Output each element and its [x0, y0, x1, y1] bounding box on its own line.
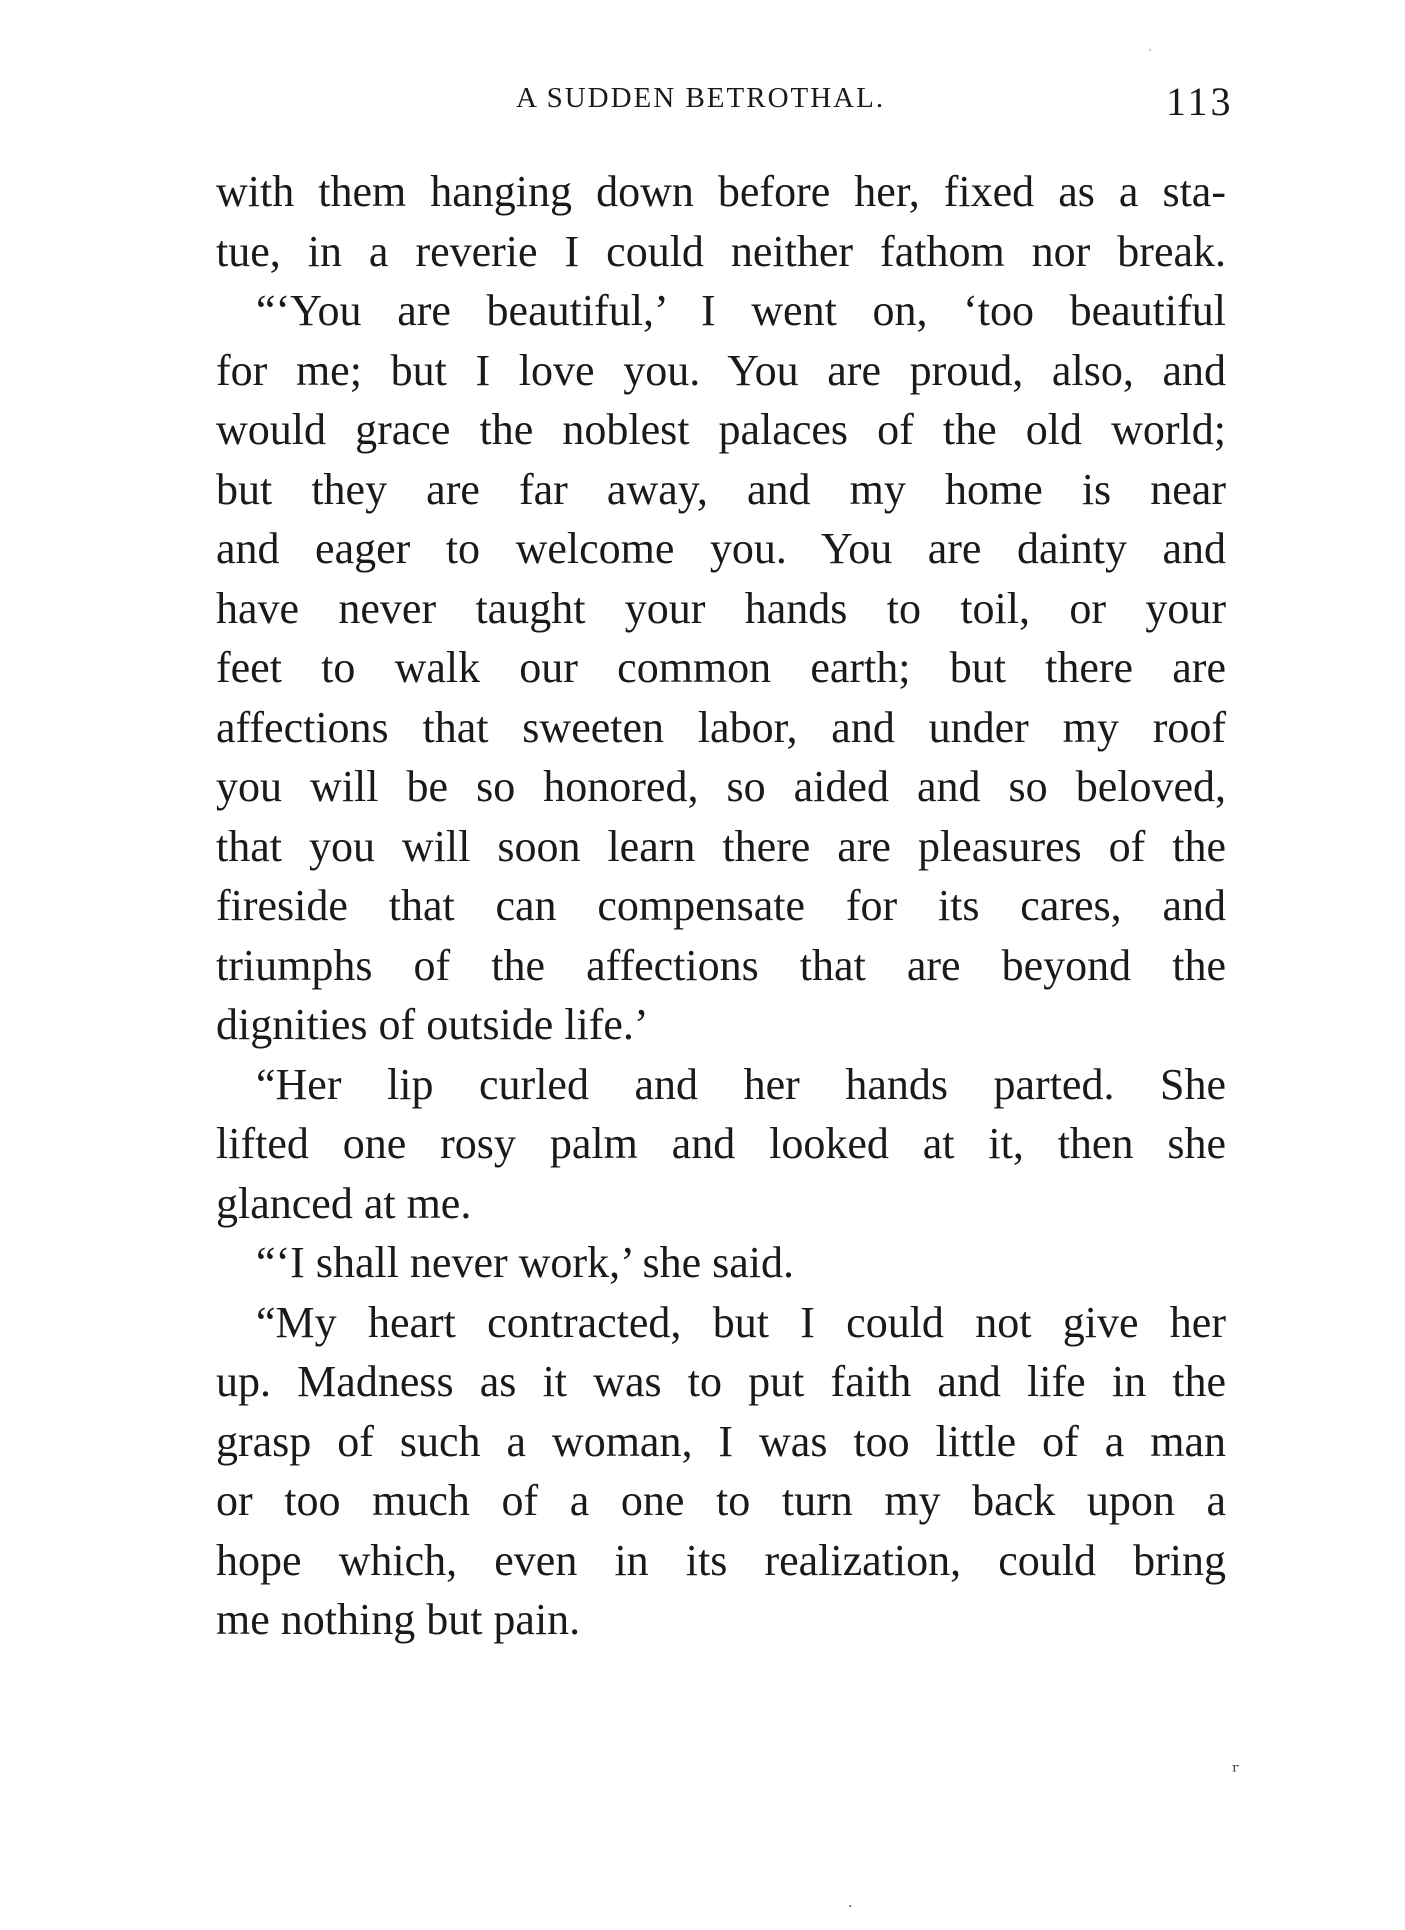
- ink-speck: ·: [848, 1899, 853, 1915]
- ink-mark: ʳ: [1232, 1760, 1240, 1785]
- paragraph-start-line: “‘You are beautiful,’ I went on, ‘too beautiful: [256, 286, 1226, 335]
- text-line: would grace the noblest palaces of the old world;: [216, 405, 1226, 454]
- text-line: affections that sweeten labor, and under my roof: [216, 702, 1226, 752]
- paragraph-line: “‘I shall never work,’ she said.: [256, 1238, 794, 1287]
- paragraph-end-line: glanced at me.: [216, 1178, 472, 1228]
- paragraph-end-line: dignities of outside life.’: [216, 1000, 649, 1049]
- text-line: or too much of a one to turn my back upon a: [216, 1476, 1226, 1525]
- text-line: you will be so honored, so aided and so beloved,: [216, 762, 1226, 811]
- text-line: feet to walk our common earth; but there are: [216, 643, 1226, 692]
- page-number: 113: [1166, 79, 1234, 124]
- text-line: for me; but I love you. You are proud, also, and: [216, 345, 1226, 395]
- body-text: [216, 162, 1226, 1650]
- text-line: tue, in a reverie I could neither fathom nor break.: [216, 226, 1226, 276]
- text-line: triumphs of the affections that are beyond the: [216, 940, 1226, 990]
- text-line: and eager to welcome you. You are dainty and: [216, 524, 1226, 573]
- text-line: but they are far away, and my home is near: [216, 464, 1226, 514]
- text-line: up. Madness as it was to put faith and life in the: [216, 1357, 1226, 1406]
- running-title: A SUDDEN BETROTHAL.: [516, 82, 886, 114]
- text-line: have never taught your hands to toil, or your: [216, 583, 1226, 633]
- running-head: [0, 78, 1405, 138]
- text-line: fireside that can compensate for its cares, and: [216, 881, 1226, 930]
- text-line: hope which, even in its realization, could bring: [216, 1535, 1226, 1585]
- paragraph-end-line: me nothing but pain.: [216, 1595, 581, 1644]
- text-line: that you will soon learn there are pleasures of the: [216, 821, 1226, 871]
- text-line: grasp of such a woman, I was too little of a man: [216, 1416, 1226, 1466]
- text-line: lifted one rosy palm and looked at it, then she: [216, 1119, 1226, 1168]
- text-line: with them hanging down before her, fixed as a sta-: [216, 167, 1226, 216]
- paragraph-start-line: “Her lip curled and her hands parted. She: [256, 1059, 1226, 1109]
- paragraph-start-line: “My heart contracted, but I could not give her: [256, 1297, 1226, 1347]
- ink-speck: ·: [1148, 43, 1153, 59]
